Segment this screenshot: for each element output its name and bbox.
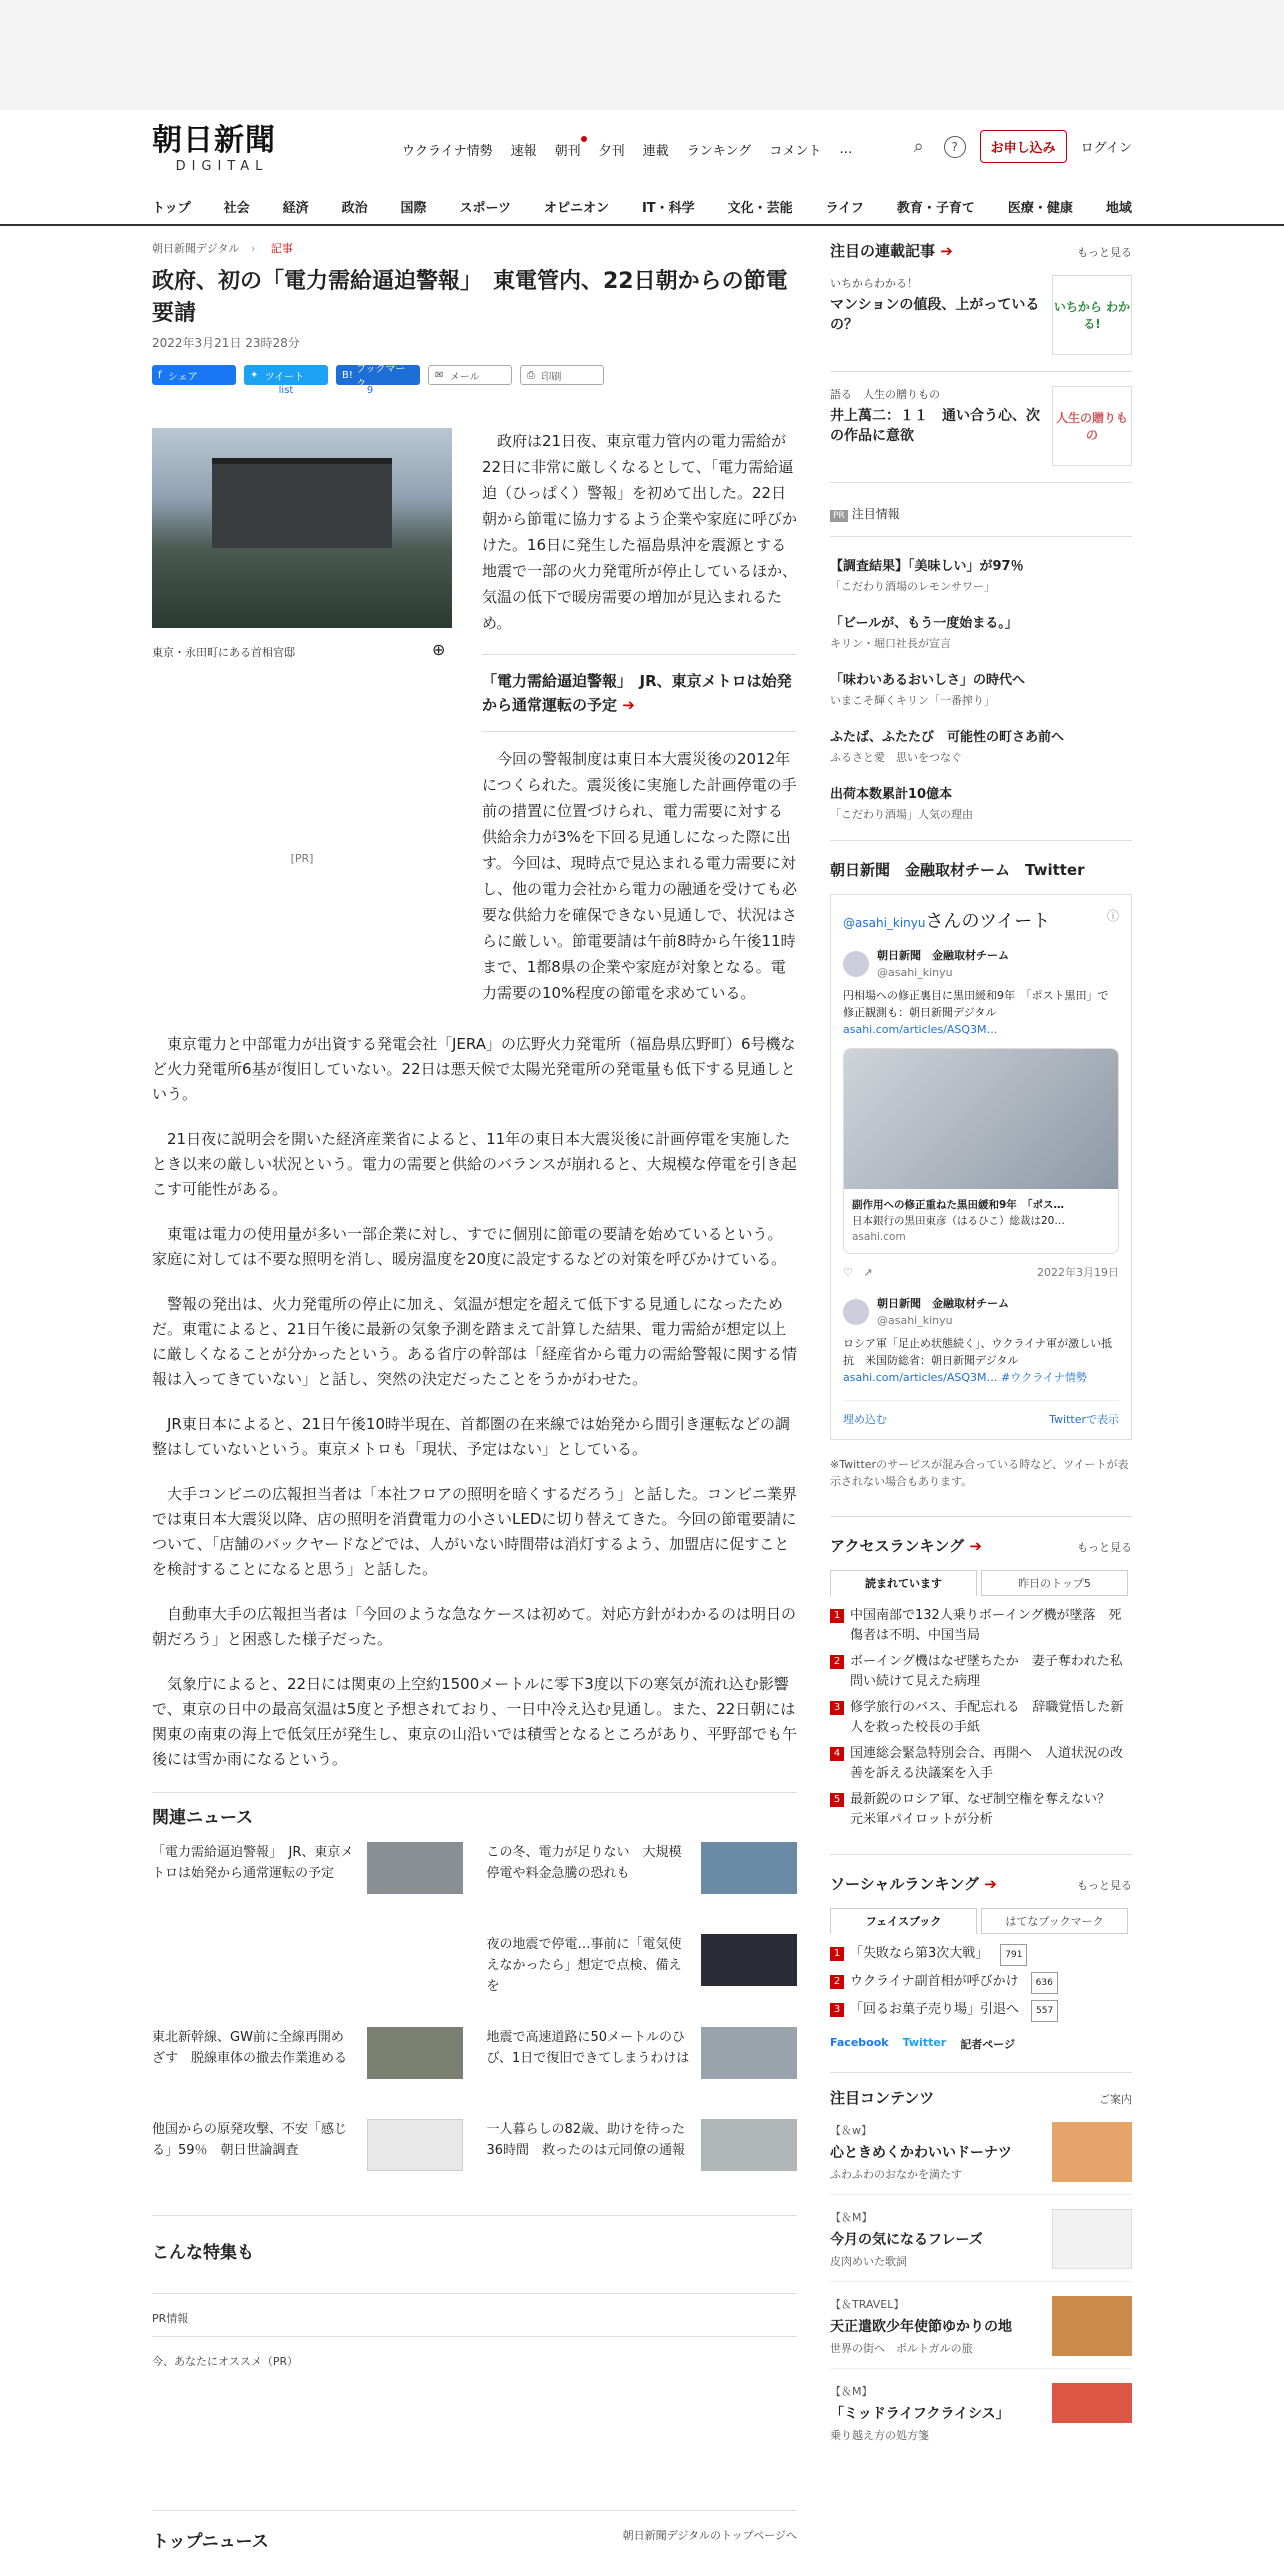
serials-more-link[interactable]: もっと見る [1077, 246, 1132, 259]
cat-region[interactable]: 地域 [1105, 200, 1132, 216]
heart-icon[interactable]: ♡ ↗ [843, 1266, 873, 1279]
divider [152, 1792, 797, 1793]
content-item[interactable]: 【＆M】 「ミッドライフクライシス」 乗り越え方の処方箋 [830, 2383, 1132, 2455]
pr-section-header: PR 注目情報 [830, 505, 1132, 537]
tweet-button[interactable]: ✦ ツイート [244, 365, 328, 385]
related-thumb [701, 1934, 797, 1986]
features-title: こんな特集も [152, 2243, 254, 2263]
cat-health[interactable]: 医療・健康 [1007, 200, 1073, 216]
content-item[interactable]: 【＆M】 今月の気になるフレーズ 皮肉めいた歌詞 [830, 2209, 1132, 2282]
cat-economy[interactable]: 経済 [282, 200, 309, 216]
nav-series[interactable]: 連載 [642, 143, 669, 159]
ranking-more-link[interactable]: もっと見る [1077, 1541, 1132, 1554]
twitter-note: ※Twitterのサービスが混み合っている時など、ツイートが表示されない場合もあります。 [830, 1458, 1129, 1488]
article-paragraph: 21日夜に説明会を開いた経済産業省によると、11年の東日本大震災後に計画停電を実施したとき以来の厳しい状況という。電力の需要と供給のバランスが崩れると、大規模な停電を引き起こす可能性がある。 [152, 1130, 797, 1198]
related-item[interactable]: この冬、電力が足りない 大規模停電や料金急騰の恐れも [487, 1842, 798, 1904]
facebook-link[interactable]: Facebook [830, 2036, 889, 2049]
article-paragraph: 警報の発出は、火力発電所の停止に加え、気温が想定を超えて低下する見通しになったためだ。東電によると、21日午後に最新の気象予測を踏まえて計算した結果、電力需給が想定以上に厳しくなることが分かったという。ある省庁の幹部は「経産省から電力の需給警報に関する情報は入ってきていない」と話し、突然の決定だったことをうかがわせた。 [152, 1295, 798, 1388]
facebook-share-button[interactable]: f シェア [152, 365, 236, 385]
pr-item[interactable]: 「ビールが、もう一度始まる。」 キリン・堀口社長が宣言 [830, 616, 1018, 650]
content-thumb [1052, 2296, 1132, 2356]
share-bar [152, 364, 797, 390]
print-button[interactable]: ⎙ 印刷 [520, 365, 604, 385]
related-thumb [701, 2119, 797, 2171]
site-header [0, 110, 1284, 188]
access-tabs [830, 1570, 1132, 1596]
ranking-item[interactable]: 2 ボーイング機はなぜ墜ちたか 妻子奪われた私 問い続けて見えた病理 [830, 1652, 1132, 1692]
social-ranking-list [830, 1944, 1132, 2022]
arrow-right-icon: ➔ [622, 696, 635, 714]
top-news-header [152, 2510, 797, 2552]
contents-guide-link[interactable]: ご案内 [1099, 2093, 1132, 2106]
tab-yesterday-top5[interactable]: 昨日のトップ5 [981, 1570, 1128, 1596]
ranking-item[interactable]: 1 「失敗なら第3次大戦」 791 [830, 1944, 1132, 1966]
cat-it-science[interactable]: IT・科学 [641, 200, 695, 216]
access-ranking-list [830, 1606, 1136, 1830]
cat-education[interactable]: 教育・子育て [896, 200, 975, 216]
serial-item[interactable]: いちからわかる！ マンションの値段、上がっているの？ いちから わかる! [830, 275, 1132, 372]
search-icon[interactable]: ⌕ [913, 136, 924, 157]
serial-badge: 人生の贈りもの [1052, 386, 1132, 466]
avatar [843, 1299, 869, 1325]
pr-item[interactable]: 出荷本数累計10億本 「こだわり酒場」人気の理由 [830, 787, 973, 821]
tweet[interactable]: 朝日新聞 金融取材チーム @asahi_kinyu ロシア軍「足止め状態続く」、ウクライナ軍が激しい抵抗 米国防総省：朝日新聞デジタル asahi.com/articles/ASQ3M… #ウクライナ情勢 [843, 1295, 1119, 1386]
related-thumb [701, 1842, 797, 1894]
ranking-item[interactable]: 2 ウクライナ副首相が呼びかけ 636 [830, 1972, 1132, 1994]
ranking-item[interactable]: 4 国連総会緊急特別会合、再開へ 人道状況の改善を訴える決議案を入手 [830, 1744, 1132, 1784]
article-paragraph: 今回の警報制度は東日本大震災後の2012年につくられた。震災後に実施した計画停電の手前の措置に位置づけられ、電力需要に対する供給余力が3%を下回る見通しになった際に出す。今回は、現時点で見込まれる電力需要に対し、他の電力会社から電力の融通を受けても必要な供給力を確保できない見通しで、状況はさらに厳しい。節電要請は午前8時から午後11時まで、1都8県の企業や家庭が対象となる。電力需要の10%程度の節電を求めている。 [482, 750, 798, 1002]
nav-evening[interactable]: 夕刊 [598, 143, 625, 159]
timeline-header: @asahi_kinyuさんのツイート ⓘ [843, 909, 1119, 932]
cat-intl[interactable]: 国際 [400, 200, 427, 216]
article-paragraph: 東電は電力の使用量が多い一部企業に対し、すでに個別に節電の要請を始めているという。家庭に対しては不要な照明を消し、暖房温度を20度に設定するなどの対策を呼びかけている。 [152, 1225, 787, 1268]
access-ranking-header: アクセスランキング ➔ もっと見る [830, 1516, 1132, 1556]
bookmark-count[interactable]: 9 [366, 385, 374, 396]
article-body [152, 1032, 797, 2379]
related-item[interactable]: 一人暮らしの82歳、助けを待った36時間 救ったのは元同僚の通報 [487, 2119, 798, 2181]
tab-hatena[interactable]: はてなブックマーク [981, 1908, 1128, 1934]
photo-caption: 東京・永田町にある首相官邸 [152, 646, 295, 659]
cat-sports[interactable]: スポーツ [459, 200, 512, 216]
related-item-empty [152, 1934, 463, 1997]
ranking-item[interactable]: 5 最新鋭のロシア軍、なぜ制空権を奪えない？ 元米軍パイロットが分析 [830, 1790, 1132, 1830]
social-ranking-header: ソーシャルランキング ➔ もっと見る [830, 1854, 1132, 1894]
tweet-count[interactable]: list [278, 385, 294, 396]
article-paragraph: 政府は21日夜、東京電力管内の電力需給が22日に非常に厳しくなるとして、「電力需給逼迫（ひっぱく）警報」を初めて出した。22日朝から節電に協力するよう企業や家庭に呼びかけた。16日に発生した福島県沖を震源とする地震で一部の火力発電所が停止しているほか、気温の低下で暖房需要の増加が見込まれるため。 [482, 432, 798, 632]
share-counts [152, 385, 797, 396]
nav-breaking[interactable]: 速報 [510, 143, 537, 159]
article-paragraph: 自動車大手の広報担当者は「今回のような急なケースは初めて。対応方針がわかるのは明日の朝だろう」と困惑した様子だった。 [152, 1605, 796, 1648]
pr-item[interactable]: ふたば、ふたたび 可能性の町さあ前へ ふるさと愛 思いをつなぐ [830, 730, 1065, 764]
article-paragraph: 東京電力と中部電力が出資する発電会社「JERA」の広野火力発電所（福島県広野町）6号機など火力発電所6基が復旧していない。22日は悪天候で太陽光発電所の発電量も低下する見通しという。 [152, 1035, 796, 1103]
breadcrumb [152, 240, 797, 256]
ranking-item[interactable]: 1 中国南部で132人乗りボーイング機が墜落 死傷者は不明、中国当局 [830, 1606, 1132, 1646]
header-actions [908, 130, 1132, 163]
zoom-icon[interactable]: ⊕ [432, 640, 446, 659]
card-image [844, 1049, 1118, 1189]
related-news-grid [152, 1842, 797, 2181]
serials-header: 注目の連載記事 ➔ もっと見る [830, 242, 1132, 260]
pr-info-label: PR情報 [152, 2312, 189, 2325]
tab-facebook[interactable]: フェイスブック [830, 1908, 977, 1934]
top-news-link[interactable]: 朝日新聞デジタルのトップページへ [622, 2529, 797, 2542]
cat-society[interactable]: 社会 [223, 200, 250, 216]
related-item[interactable]: 地震で高速道路に50メートルのひび、1日で復旧できてしまうわけは [487, 2027, 798, 2089]
related-item[interactable]: 「電力需給逼迫警報」 JR、東京メトロは始発から通常運転の予定 [152, 1842, 463, 1904]
nav-ranking[interactable]: ランキング [686, 143, 752, 159]
article-photo[interactable] [152, 428, 452, 628]
content-item[interactable]: 【＆w】 心ときめくかわいいドーナツ ふわふわのおなかを満たす [830, 2122, 1132, 2195]
category-nav [0, 188, 1284, 226]
arrow-right-icon: ➔ [969, 1537, 982, 1555]
cat-top[interactable]: トップ [152, 200, 191, 216]
twitter-handle-link[interactable]: @asahi_kinyu [843, 916, 926, 930]
pr-item[interactable]: 「味わいあるおいしさ」の時代へ いまこそ輝くキリン「一番搾り」 [830, 673, 1026, 707]
pr-ad[interactable]: [PR] [290, 851, 314, 865]
top-nav [402, 140, 852, 159]
related-item[interactable]: 他国からの原発攻撃、不安「感じる」59％ 朝日世論調査 [152, 2119, 463, 2181]
tab-most-read[interactable]: 読まれています [830, 1570, 977, 1596]
tweet-link[interactable]: asahi.com/articles/ASQ3M… [843, 1023, 998, 1036]
info-icon[interactable]: ⓘ [1106, 909, 1119, 923]
twitter-section-title: 朝日新聞 金融取材チーム Twitter [830, 840, 1132, 880]
article-paragraph: JR東日本によると、21日午後10時半現在、首都圏の在来線では始発から間引き運転などの調整はしていないという。東京メトロも「現状、予定はない」としている。 [152, 1415, 791, 1458]
site-logo[interactable]: 朝日新聞 DIGITAL [152, 122, 276, 174]
mail-button[interactable]: ✉ メール [428, 365, 512, 385]
tweet-date[interactable]: 2022年3月19日 [1037, 1266, 1119, 1279]
arrow-right-icon: ➔ [940, 242, 953, 260]
login-link[interactable]: ログイン [1080, 141, 1132, 156]
top-news-title: トップニュース [152, 2532, 269, 2552]
serial-badge: いちから わかる! [1052, 275, 1132, 355]
twitter-link[interactable]: Twitter [902, 2036, 947, 2049]
photo-building [212, 458, 392, 548]
related-thumb [367, 1842, 463, 1894]
article-main [152, 240, 798, 2368]
cat-life[interactable]: ライフ [825, 200, 864, 216]
cat-politics[interactable]: 政治 [341, 200, 368, 216]
ranking-item[interactable]: 3 「回るお菓子売り場」引退へ 557 [830, 2000, 1132, 2022]
help-icon[interactable]: ? [944, 136, 966, 158]
related-item[interactable]: 東北新幹線、GW前に全線再開めざす 脱線車体の撤去作業進める [152, 2027, 463, 2089]
divider [152, 2215, 797, 2216]
nav-morning[interactable]: 朝刊 [555, 140, 581, 159]
related-thumb [367, 2119, 463, 2171]
tweet-card[interactable]: 副作用への修正重ねた黒田緩和9年 「ポス… 日本銀行の黒田東彦（はるひこ）総裁は20… asahi.com [843, 1048, 1119, 1254]
content-thumb [1052, 2209, 1132, 2269]
more-icon[interactable]: … [839, 141, 853, 157]
ranking-item[interactable]: 3 修学旅行のバス、手配忘れる 辞職覚悟した新人を救った校長の手紙 [830, 1698, 1132, 1738]
article-title: 政府、初の「電力需給逼迫警報」 東電管内、22日朝からの節電要請 [152, 269, 788, 326]
sidebar [830, 240, 1136, 2455]
top-ad-band [0, 0, 1284, 110]
tweet-link[interactable]: asahi.com/articles/ASQ3M… #ウクライナ情勢 [843, 1371, 1087, 1384]
related-thumb [701, 2027, 797, 2079]
twitter-timeline [830, 894, 1132, 1440]
inline-related-link[interactable]: 「電力需給逼迫警報」 JR、東京メトロは始発から通常運転の予定 ➔ [482, 654, 797, 732]
arrow-right-icon: ➔ [984, 1875, 997, 1893]
reporter-page-link[interactable]: 記者ページ [960, 2038, 1015, 2051]
article-date: 2022年3月21日 23時28分 [152, 336, 300, 350]
nav-comment[interactable]: コメント [769, 143, 822, 159]
content-item[interactable]: 【＆TRAVEL】 天正遣欧少年使節ゆかりの地 世界の街へ ポルトガルの旅 [830, 2296, 1132, 2369]
serial-item[interactable]: 語る 人生の贈りもの 井上萬二：１１ 通い合う心、次の作品に意欲 人生の贈りもの [830, 386, 1132, 483]
pr-item[interactable]: 【調査結果】「美味しい」が97％ 「こだわり酒場のレモンサワー」 [830, 559, 1024, 593]
subscribe-button[interactable]: お申し込み [980, 130, 1067, 163]
social-more-link[interactable]: もっと見る [1077, 1879, 1132, 1892]
nav-ukraine[interactable]: ウクライナ情勢 [402, 143, 493, 159]
cat-opinion[interactable]: オピニオン [543, 200, 609, 216]
tweet[interactable]: 朝日新聞 金融取材チーム @asahi_kinyu 円相場への修正裏目に黒田緩和9年 「ポスト黒田」で修正観測も：朝日新聞デジタル asahi.com/articles/ASQ3M… 副作用への修正重ねた黒田緩和9年 「ポス… 日本銀行の黒田東彦（はるひこ）総裁は20… asahi.com ♡ ↗ 2022年3月19日 [843, 949, 1119, 1279]
view-on-twitter-link[interactable]: Twitterで表示 [1049, 1413, 1119, 1426]
embed-link[interactable]: 埋め込む [843, 1413, 887, 1426]
avatar [843, 951, 869, 977]
related-thumb [367, 2027, 463, 2079]
article-column [482, 428, 797, 1006]
related-news-title: 関連ニュース [152, 1808, 254, 1828]
bookmark-button[interactable]: B! ブックマーク [336, 365, 420, 385]
social-links [830, 2036, 1132, 2052]
contents-header: 注目コンテンツ ご案内 [830, 2072, 1132, 2108]
recommend-label: 今、あなたにオススメ（PR） [152, 2355, 299, 2368]
breadcrumb-tag[interactable]: 記事 [270, 242, 293, 255]
content-thumb [1052, 2383, 1132, 2423]
social-tabs [830, 1908, 1132, 1934]
breadcrumb-home[interactable]: 朝日新聞デジタル [152, 242, 240, 255]
timeline-footer [843, 1400, 1119, 1427]
article-paragraph: 大手コンビニの広報担当者は「本社フロアの照明を暗くするだろう」と話した。コンビニ業界では東日本大震災以降、店の照明を消費電力の小さいLEDに切り替えてきた。今回の節電要請について、「店舗のバックヤードなどでは、人がいない時間帯は消灯するよう、加盟店に促すことを検討することになると思う」と話した。 [152, 1485, 798, 1578]
breadcrumb-sep: › [250, 242, 256, 255]
content-thumb [1052, 2122, 1132, 2182]
cat-culture[interactable]: 文化・芸能 [727, 200, 793, 216]
related-item[interactable]: 夜の地震で停電…事前に「電気使えなかったら」想定で点検、備えを [487, 1934, 798, 1997]
article-paragraph: 気象庁によると、22日には関東の上空約1500メートルに零下3度以下の寒気が流れ込む影響で、東京の日中の最高気温は5度と予想されており、一日中冷え込む見通し。また、22日朝には関東の南東の海上で低気圧が発生し、東京の山沿いでは積雪となるところがあり、平野部でも午後には雪か雨になるという。 [152, 1675, 798, 1768]
